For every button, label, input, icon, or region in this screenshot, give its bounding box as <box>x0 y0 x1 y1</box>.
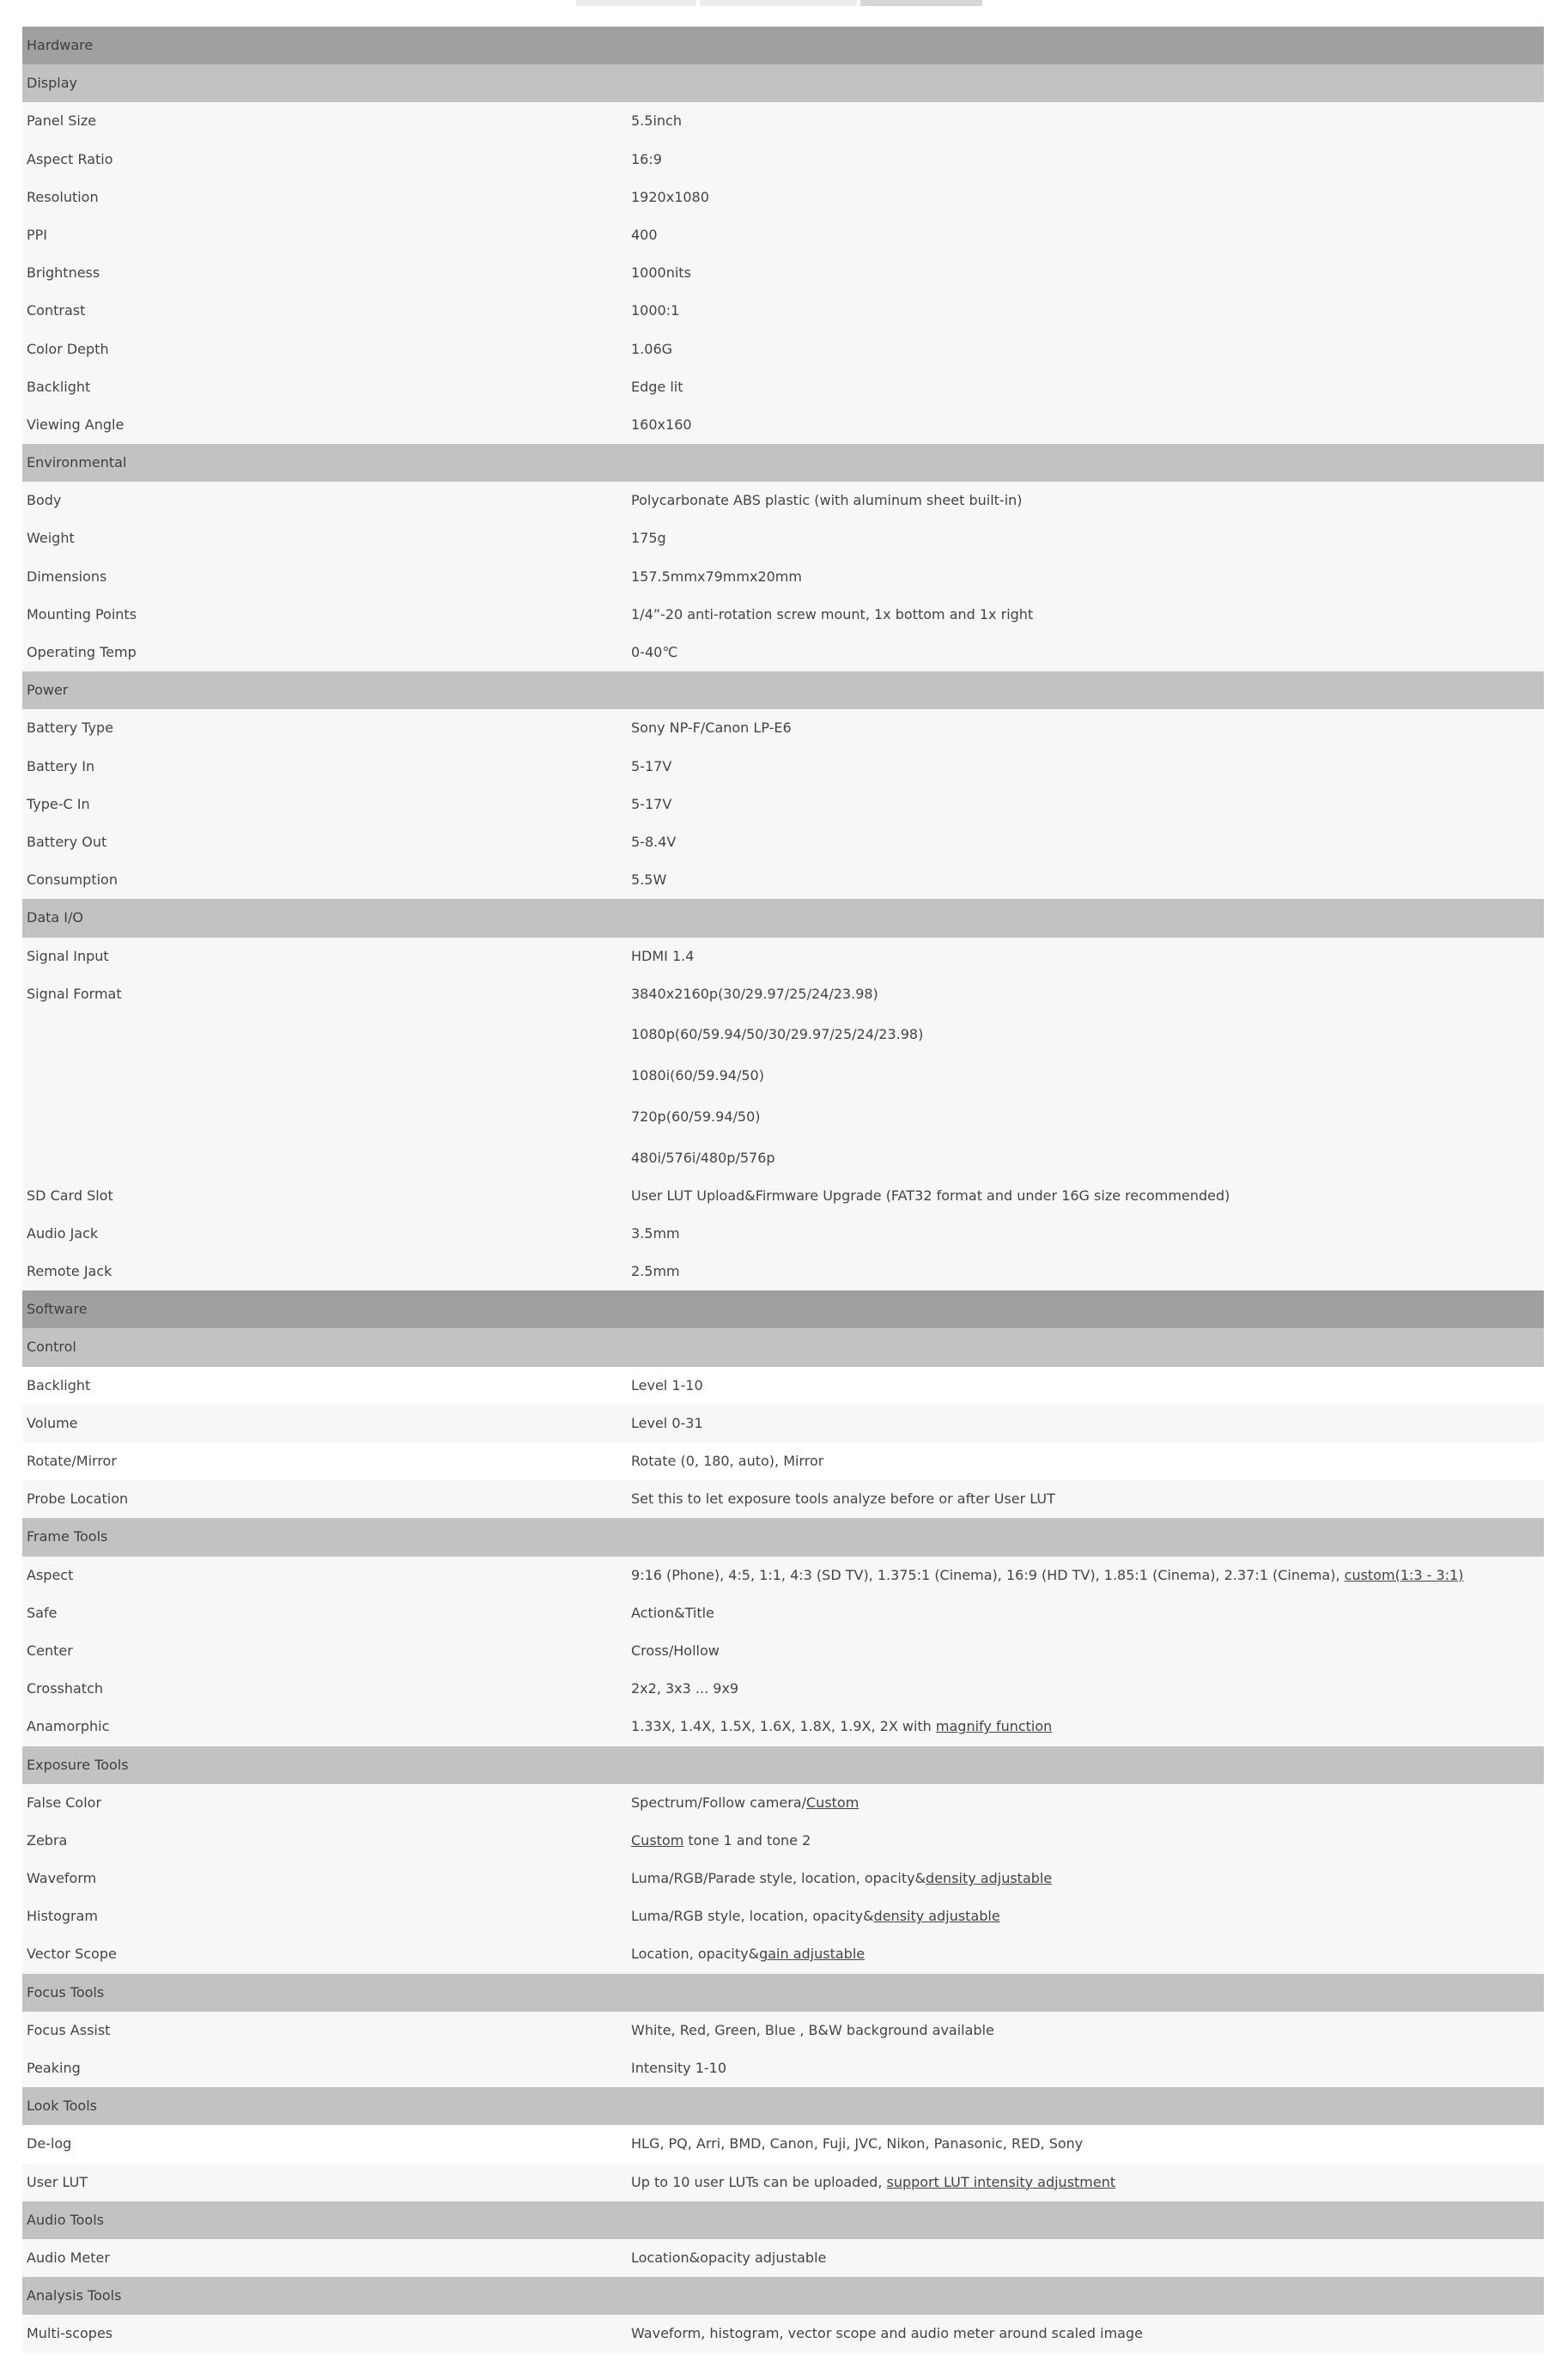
spec-row <box>22 406 1544 444</box>
spec-value: 3.5mm <box>631 1224 680 1242</box>
spec-label: False Color <box>27 1794 102 1811</box>
spec-value: Polycarbonate ABS plastic (with aluminum sheet built-in) <box>631 492 1023 509</box>
spec-value <box>631 1708 1544 1746</box>
spec-label: Multi-scopes <box>27 2325 113 2342</box>
spec-value: 5-8.4V <box>631 833 677 850</box>
spec-value: 157.5mmx79mmx20mm <box>631 568 802 585</box>
spec-row <box>22 1708 1544 1746</box>
spec-label: De-log <box>27 2135 72 2152</box>
signal-format-item: 720p(60/59.94/50) <box>631 1108 761 1125</box>
spec-row <box>22 823 1544 861</box>
spec-value: Cross/Hollow <box>631 1642 720 1659</box>
spec-value: 400 <box>631 226 658 243</box>
spec-row <box>22 861 1544 899</box>
spec-label: Body <box>27 492 62 509</box>
spec-label: Crosshatch <box>27 1680 104 1697</box>
spec-value: 5-17V <box>631 757 672 774</box>
spec-label: Audio Jack <box>27 1224 99 1242</box>
zebra-custom-link[interactable]: Custom <box>631 1831 684 1849</box>
spec-row <box>22 1215 1544 1253</box>
spec-row <box>22 1860 1544 1897</box>
spec-value: HDMI 1.4 <box>631 947 695 964</box>
spec-label: Mounting Points <box>27 605 137 622</box>
spec-value: 1/4”-20 anti-rotation screw mount, 1x bottom and 1x right <box>631 605 1034 622</box>
section-header-hardware <box>22 27 1544 64</box>
signal-format-item: 480i/576i/480p/576p <box>631 1149 775 1166</box>
spec-row <box>22 1632 1544 1670</box>
spec-label: Peaking <box>27 2060 81 2076</box>
spec-value <box>631 1860 1544 1897</box>
spec-value: 1920x1080 <box>631 188 709 205</box>
histogram-density-link[interactable]: density adjustable <box>873 1908 1000 1925</box>
spec-row <box>22 1822 1544 1860</box>
lut-intensity-link[interactable]: support LUT intensity adjustment <box>886 2173 1116 2190</box>
spec-value: 5-17V <box>631 795 672 812</box>
spec-label: Battery In <box>27 757 95 774</box>
spec-label: Focus Assist <box>27 2021 111 2038</box>
spec-value: Level 1-10 <box>631 1376 703 1393</box>
subsection-header-display <box>22 64 1544 102</box>
spec-label: Type-C In <box>27 795 90 812</box>
spec-value: HLG, PQ, Arri, BMD, Canon, Fuji, JVC, Nikon, Panasonic, RED, Sony <box>631 2135 1084 2152</box>
vector-scope-gain-link[interactable]: gain adjustable <box>759 1946 866 1963</box>
spec-label: Histogram <box>27 1908 98 1925</box>
spec-label: Signal Input <box>27 947 109 964</box>
spec-row <box>22 1367 1544 1405</box>
spec-label: Contrast <box>27 302 86 319</box>
spec-label: Panel Size <box>27 112 97 130</box>
spec-row <box>22 2239 1544 2277</box>
subsection-title: Exposure Tools <box>27 1756 129 1773</box>
signal-format-item: 1080i(60/59.94/50) <box>631 1067 764 1084</box>
spec-row <box>22 1405 1544 1442</box>
spec-value: 5.5inch <box>631 112 682 130</box>
spec-value: Intensity 1-10 <box>631 2060 727 2076</box>
subsection-title: Power <box>27 682 69 699</box>
value-text: 9:16 (Phone), 4:5, 1:1, 4:3 (SD TV), 1.375:1 (Cinema), 16:9 (HD TV), 1.85:1 (Cinema), 2.37:1 (Cinema), <box>631 1566 1345 1583</box>
spec-value <box>631 1557 1544 1594</box>
spec-row <box>22 938 1544 975</box>
spec-label: Weight <box>27 530 75 547</box>
subsection-header-audio-tools <box>22 2201 1544 2239</box>
section-title: Software <box>27 1301 88 1318</box>
subsection-title: Analysis Tools <box>27 2287 122 2304</box>
spec-row <box>22 368 1544 406</box>
spec-label: Volume <box>27 1414 78 1431</box>
spec-row <box>22 1594 1544 1632</box>
value-text: Up to 10 user LUTs can be uploaded, <box>631 2173 887 2190</box>
spec-value: 160x160 <box>631 416 692 433</box>
spec-label: Zebra <box>27 1831 68 1849</box>
subsection-header-data-io <box>22 899 1544 937</box>
subsection-title: Control <box>27 1339 76 1356</box>
spec-label: Brightness <box>27 264 100 282</box>
subsection-title: Audio Tools <box>27 2211 104 2228</box>
spec-value: Sony NP-F/Canon LP-E6 <box>631 719 792 737</box>
signal-format-item: 3840x2160p(30/29.97/25/24/23.98) <box>631 985 878 1002</box>
custom-aspect-link[interactable]: custom(1:3 - 3:1) <box>1344 1566 1464 1583</box>
spec-label: Waveform <box>27 1870 97 1887</box>
spec-value: Set this to let exposure tools analyze before or after User LUT <box>631 1491 1055 1508</box>
spec-label: Aspect <box>27 1566 74 1583</box>
spec-label: Dimensions <box>27 568 107 585</box>
spec-label: Backlight <box>27 378 91 395</box>
spec-label: Rotate/Mirror <box>27 1453 117 1469</box>
spec-value <box>631 1822 1544 1860</box>
subsection-title: Display <box>27 75 77 92</box>
spec-row <box>22 2012 1544 2049</box>
spec-row <box>22 596 1544 634</box>
spec-row <box>22 1935 1544 1973</box>
spec-row <box>22 519 1544 557</box>
spec-row <box>22 1177 1544 1215</box>
spec-table <box>22 27 1544 2353</box>
spec-row <box>22 786 1544 823</box>
spec-label: Battery Type <box>27 719 114 737</box>
spec-label: Backlight <box>27 1376 91 1393</box>
spec-row <box>22 2315 1544 2353</box>
spec-label: Remote Jack <box>27 1263 112 1280</box>
spec-label: Resolution <box>27 188 99 205</box>
value-text: tone 1 and tone 2 <box>683 1831 811 1849</box>
spec-label: Battery Out <box>27 833 107 850</box>
subsection-header-exposure-tools <box>22 1746 1544 1784</box>
spec-label: Operating Temp <box>27 644 137 660</box>
spec-row <box>22 2049 1544 2087</box>
value-text: Location, opacity& <box>631 1946 760 1963</box>
subsection-header-focus-tools <box>22 1974 1544 2012</box>
spec-value: Action&Title <box>631 1604 714 1621</box>
spec-label: Center <box>27 1642 73 1659</box>
subsection-header-look-tools <box>22 2087 1544 2125</box>
waveform-density-link[interactable]: density adjustable <box>926 1870 1053 1887</box>
spec-label: PPI <box>27 226 48 243</box>
spec-value: Waveform, histogram, vector scope and audio meter around scaled image <box>631 2325 1143 2342</box>
spec-value <box>631 2164 1544 2201</box>
spec-label: Audio Meter <box>27 2249 110 2266</box>
spec-value: User LUT Upload&Firmware Upgrade (FAT32 format and under 16G size recommended) <box>631 1187 1230 1204</box>
spec-label: Safe <box>27 1604 58 1621</box>
spec-row <box>22 254 1544 292</box>
subsection-title: Look Tools <box>27 2098 97 2115</box>
spec-row <box>22 216 1544 254</box>
subsection-header-analysis-tools <box>22 2277 1544 2315</box>
spec-value: Rotate (0, 180, auto), Mirror <box>631 1453 824 1469</box>
section-header-software <box>22 1290 1544 1328</box>
spec-row <box>22 634 1544 671</box>
subsection-header-control <box>22 1328 1544 1366</box>
spec-value: 5.5W <box>631 871 667 889</box>
spec-row <box>22 331 1544 368</box>
spec-row <box>22 709 1544 747</box>
spec-value: White, Red, Green, Blue , B&W background available <box>631 2021 994 2038</box>
value-text: 1.33X, 1.4X, 1.5X, 1.6X, 1.8X, 1.9X, 2X with <box>631 1718 936 1735</box>
subsection-title: Focus Tools <box>27 1983 105 2001</box>
spec-row <box>22 141 1544 179</box>
tab-1[interactable] <box>576 0 696 6</box>
signal-format-item: 1080p(60/59.94/50/30/29.97/25/24/23.98) <box>631 1026 924 1043</box>
spec-row-signal-format <box>22 975 1544 1177</box>
spec-label: Vector Scope <box>27 1946 117 1963</box>
spec-value: 0-40℃ <box>631 644 678 660</box>
tab-bar <box>576 0 986 6</box>
spec-label: SD Card Slot <box>27 1187 113 1204</box>
subsection-header-environmental <box>22 444 1544 482</box>
spec-row <box>22 1670 1544 1708</box>
value-text: Spectrum/Follow camera/ <box>631 1794 806 1811</box>
spec-value <box>631 1897 1544 1935</box>
value-text: Luma/RGB style, location, opacity& <box>631 1908 874 1925</box>
subsection-title: Frame Tools <box>27 1528 108 1545</box>
spec-value <box>631 1935 1544 1973</box>
subsection-header-frame-tools <box>22 1518 1544 1556</box>
spec-row <box>22 102 1544 140</box>
spec-value-list <box>631 975 1544 1177</box>
spec-value: Level 0-31 <box>631 1414 703 1431</box>
section-title: Hardware <box>27 37 94 53</box>
tab-3-active[interactable] <box>860 0 982 6</box>
value-text: Luma/RGB/Parade style, location, opacity& <box>631 1870 926 1887</box>
spec-value: 1000:1 <box>631 302 680 319</box>
spec-label: Probe Location <box>27 1491 129 1508</box>
spec-value: Edge lit <box>631 378 683 395</box>
spec-label: Aspect Ratio <box>27 150 113 167</box>
spec-row <box>22 2125 1544 2163</box>
spec-value: 16:9 <box>631 150 662 167</box>
spec-row <box>22 292 1544 330</box>
spec-row <box>22 2164 1544 2201</box>
spec-value: 2.5mm <box>631 1263 680 1280</box>
subsection-title: Environmental <box>27 454 127 471</box>
spec-row <box>22 482 1544 519</box>
spec-value: Location&opacity adjustable <box>631 2249 827 2266</box>
spec-value: 175g <box>631 530 666 547</box>
spec-row <box>22 1442 1544 1480</box>
spec-row <box>22 748 1544 786</box>
spec-row <box>22 1897 1544 1935</box>
spec-label: Viewing Angle <box>27 416 125 433</box>
subsection-header-power <box>22 671 1544 709</box>
spec-row <box>22 1253 1544 1290</box>
spec-label: User LUT <box>27 2173 88 2190</box>
spec-value: 2x2, 3x3 ... 9x9 <box>631 1680 739 1697</box>
spec-label: Color Depth <box>27 340 109 357</box>
tab-2[interactable] <box>700 0 857 6</box>
spec-value <box>631 1784 1544 1822</box>
spec-row <box>22 558 1544 596</box>
spec-row <box>22 1784 1544 1822</box>
spec-row <box>22 1557 1544 1594</box>
magnify-function-link[interactable]: magnify function <box>935 1718 1053 1735</box>
subsection-title: Data I/O <box>27 909 83 926</box>
false-color-custom-link[interactable]: Custom <box>806 1794 859 1811</box>
spec-value: 1.06G <box>631 340 673 357</box>
spec-row <box>22 1480 1544 1518</box>
spec-label: Anamorphic <box>27 1718 110 1735</box>
spec-label: Consumption <box>27 871 118 889</box>
spec-label: Signal Format <box>27 985 122 1002</box>
spec-row <box>22 179 1544 216</box>
spec-value: 1000nits <box>631 264 691 282</box>
